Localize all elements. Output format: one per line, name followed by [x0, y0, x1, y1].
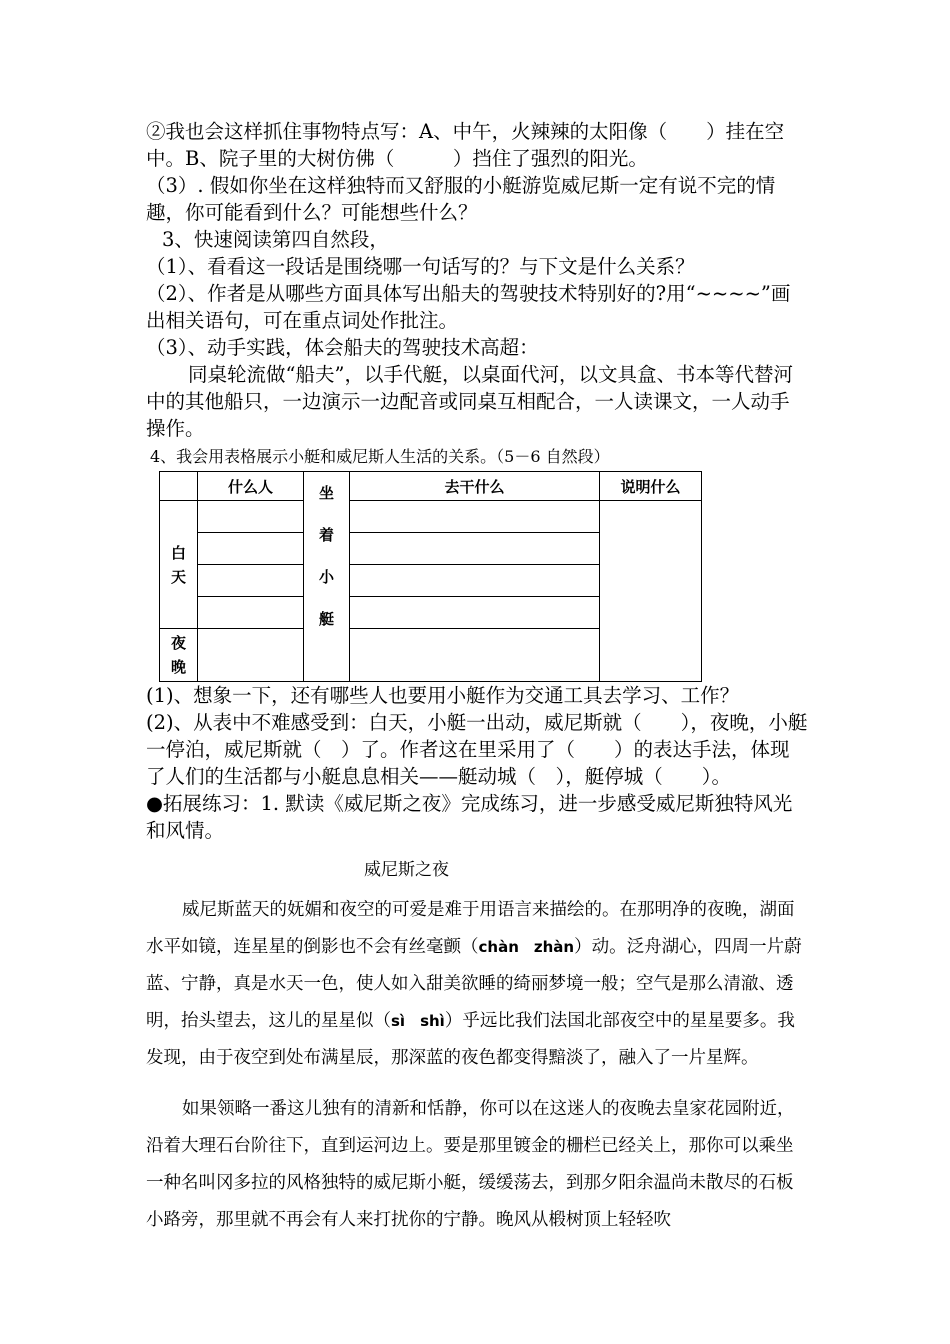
worksheet-page	[146, 118, 808, 1239]
row-label-day: 白 天	[160, 501, 198, 629]
table-corner	[160, 472, 198, 501]
header-meaning: 说明什么	[600, 472, 702, 501]
blank-cell[interactable]	[198, 629, 304, 682]
blank-cell[interactable]	[198, 565, 304, 597]
extension-exercise: ●拓展练习：1. 默读《威尼斯之夜》完成练习，进一步感受威尼斯独特风光和风情。	[146, 792, 793, 842]
exercise-line: （3）. 假如你坐在这样独特而又舒服的小艇游览威尼斯一定有说不完的情趣，你可能看到什么？可能想些什么？	[146, 174, 776, 224]
pinyin-note: chàn zhàn	[478, 938, 575, 956]
exercise-line: ②我也会这样抓住事物特点写：A、中午，火辣辣的太阳像（ ）挂在空中。B、院子里的大树仿佛（ ）挡住了强烈的阳光。	[146, 120, 785, 170]
blank-cell[interactable]	[350, 565, 600, 597]
article-paragraph	[146, 892, 808, 1077]
blank-cell[interactable]	[350, 629, 600, 682]
article-paragraph: 如果领略一番这儿独有的清新和恬静，你可以在这迷人的夜晚去皇家花园附近，沿着大理石台阶往下，直到运河边上。要是那里镀金的栅栏已经关上，那你可以乘坐一种名叫冈多拉的风格独特的威尼斯小艇，缓缓荡去，到那夕阳余温尚未散尽的石板小路旁，那里就不再会有人来打扰你的宁静。晚风从椴树顶上轻轻吹	[146, 1099, 795, 1230]
exercise-line: 同桌轮流做“船夫”，以手代艇，以桌面代河，以文具盒、书本等代替河中的其他船只，一边演示一边配音或同桌互相配合，一人读课文，一人动手操作。	[146, 363, 793, 440]
row-label-night: 夜 晚	[160, 629, 198, 682]
table-caption: 4、我会用表格展示小艇和威尼斯人生活的关系。（5－6 自然段）	[150, 447, 610, 466]
blank-cell[interactable]	[198, 501, 304, 533]
blank-cell[interactable]	[600, 501, 702, 682]
blank-cell[interactable]	[350, 597, 600, 629]
header-who: 什么人	[198, 472, 304, 501]
exercise-line: (2)、从表中不难感受到：白天，小艇一出动，威尼斯就（ ），夜晚，小艇一停泊，威尼斯就（ ）了。作者这在里采用了（ ）的表达手法，体现了人们的生活都与小艇息息相关——艇动城（ ），艇停城（ ）。	[146, 711, 808, 788]
pinyin-note: sì shì	[391, 1012, 445, 1030]
header-sit-boat: 坐 着 小 艇	[304, 472, 350, 682]
exercise-line: （1）、看看这一段话是围绕哪一句话写的？与下文是什么关系？	[146, 255, 695, 278]
blank-cell[interactable]	[350, 533, 600, 565]
section-heading: 3、快速阅读第四自然段，	[162, 228, 389, 251]
text-run: 威尼斯蓝天的妩媚和夜空的可爱是难于用语言来描绘的。在那明净的夜晚，湖面水平如镜，连星星的倒影也不会有丝毫颤（	[146, 900, 795, 957]
header-what: 去干什么	[350, 472, 600, 501]
article-title: 威尼斯之夜	[364, 860, 449, 880]
text-run: ）乎远比我们法国北部夜空中的星星要多。我发现，由于夜空到处布满星辰，那深蓝的夜色都变得黯淡了，融入了一片星辉。	[146, 1011, 795, 1068]
text-run: ）动。泛舟湖心，四周一片蔚蓝、宁静，真是水天一色，使人如入甜美欲睡的绮丽梦境一般；空气是那么清澈、透明，抬头望去，这儿的星星似（	[146, 937, 802, 1031]
exercise-line: (1)、想象一下，还有哪些人也要用小艇作为交通工具去学习、工作？	[146, 684, 740, 707]
exercise-line: （3）、动手实践，体会船夫的驾驶技术高超：	[146, 336, 539, 359]
blank-cell[interactable]	[198, 597, 304, 629]
blank-cell[interactable]	[198, 533, 304, 565]
exercise-line: （2）、作者是从哪些方面具体写出船夫的驾驶技术特别好的?用“~~~~”画出相关语句，可在重点词处作批注。	[146, 282, 791, 332]
relationship-table	[159, 471, 702, 682]
blank-cell[interactable]	[350, 501, 600, 533]
